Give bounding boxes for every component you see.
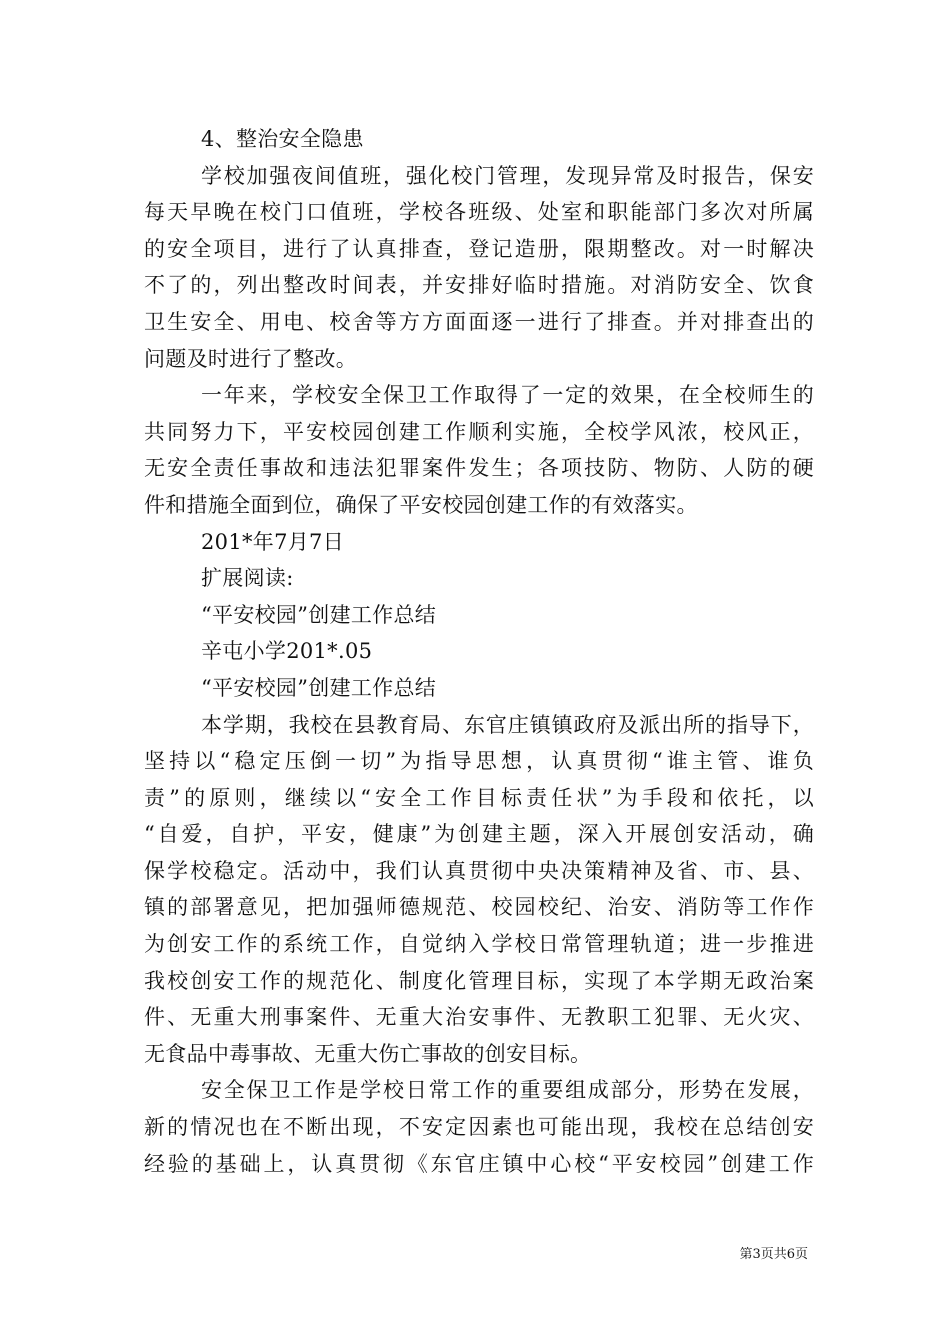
text-line: 不了的，列出整改时间表，并安排好临时措施。对消防安全、饮食 — [144, 273, 814, 298]
text-line: 每天早晚在校门口值班，学校各班级、处室和职能部门多次对所属 — [144, 200, 814, 225]
text-line: 责”的原则，继续以“安全工作目标责任状”为手段和依托，以 — [144, 785, 814, 810]
text-line: 学校加强夜间值班，强化校门管理，发现异常及时报告，保安 — [201, 163, 814, 188]
text-line: 保学校稳定。活动中，我们认真贯彻中央决策精神及省、市、县、 — [144, 858, 814, 883]
text-line: 辛屯小学201*.05 — [201, 639, 373, 664]
text-line: 卫生安全、用电、校舍等方方面面逐一进行了排查。并对排查出的 — [144, 309, 814, 334]
text-line: “平安校园”创建工作总结 — [201, 602, 437, 627]
text-line: “自爱，自护，平安，健康”为创建主题，深入开展创安活动，确 — [144, 822, 814, 847]
text-line: 经验的基础上，认真贯彻《东官庄镇中心校“平安校园”创建工作 — [144, 1151, 814, 1176]
text-line: 无食品中毒事故、无重大伤亡事故的创安目标。 — [144, 1041, 592, 1066]
text-line: 本学期，我校在县教育局、东官庄镇镇政府及派出所的指导下， — [201, 712, 814, 737]
text-line: 坚持以“稳定压倒一切”为指导思想，认真贯彻“谁主管、谁负 — [144, 749, 814, 774]
text-line: 为创安工作的系统工作，自觉纳入学校日常管理轨道；进一步推进 — [144, 932, 814, 957]
text-line: 一年来，学校安全保卫工作取得了一定的效果，在全校师生的 — [201, 383, 814, 408]
text-line: “平安校园”创建工作总结 — [201, 675, 437, 700]
text-line: 安全保卫工作是学校日常工作的重要组成部分，形势在发展， — [201, 1078, 814, 1103]
text-line: 镇的部署意见，把加强师德规范、校园校纪、治安、消防等工作作 — [144, 895, 814, 920]
page-number: 第3页共6页 — [739, 1247, 808, 1262]
text-line: 件和措施全面到位，确保了平安校园创建工作的有效落实。 — [144, 492, 698, 517]
text-line: 共同努力下，平安校园创建工作顺利实施，全校学风浓，校风正， — [144, 419, 814, 444]
document-body — [144, 121, 814, 1182]
text-line: 新的情况也在不断出现，不安定因素也可能出现，我校在总结创安 — [144, 1115, 814, 1140]
text-line: 201*年7月7日 — [201, 529, 345, 554]
text-line: 4、整治安全隐患 — [201, 127, 364, 151]
text-line: 扩展阅读: — [201, 566, 294, 591]
text-line: 问题及时进行了整改。 — [144, 346, 357, 371]
text-line: 的安全项目，进行了认真排查，登记造册，限期整改。对一时解决 — [144, 236, 814, 261]
text-line: 我校创安工作的规范化、制度化管理目标，实现了本学期无政治案 — [144, 968, 814, 993]
text-line: 件、无重大刑事案件、无重大治安事件、无教职工犯罪、无火灾、 — [144, 1005, 814, 1030]
text-line: 无安全责任事故和违法犯罪案件发生；各项技防、物防、人防的硬 — [144, 456, 814, 481]
